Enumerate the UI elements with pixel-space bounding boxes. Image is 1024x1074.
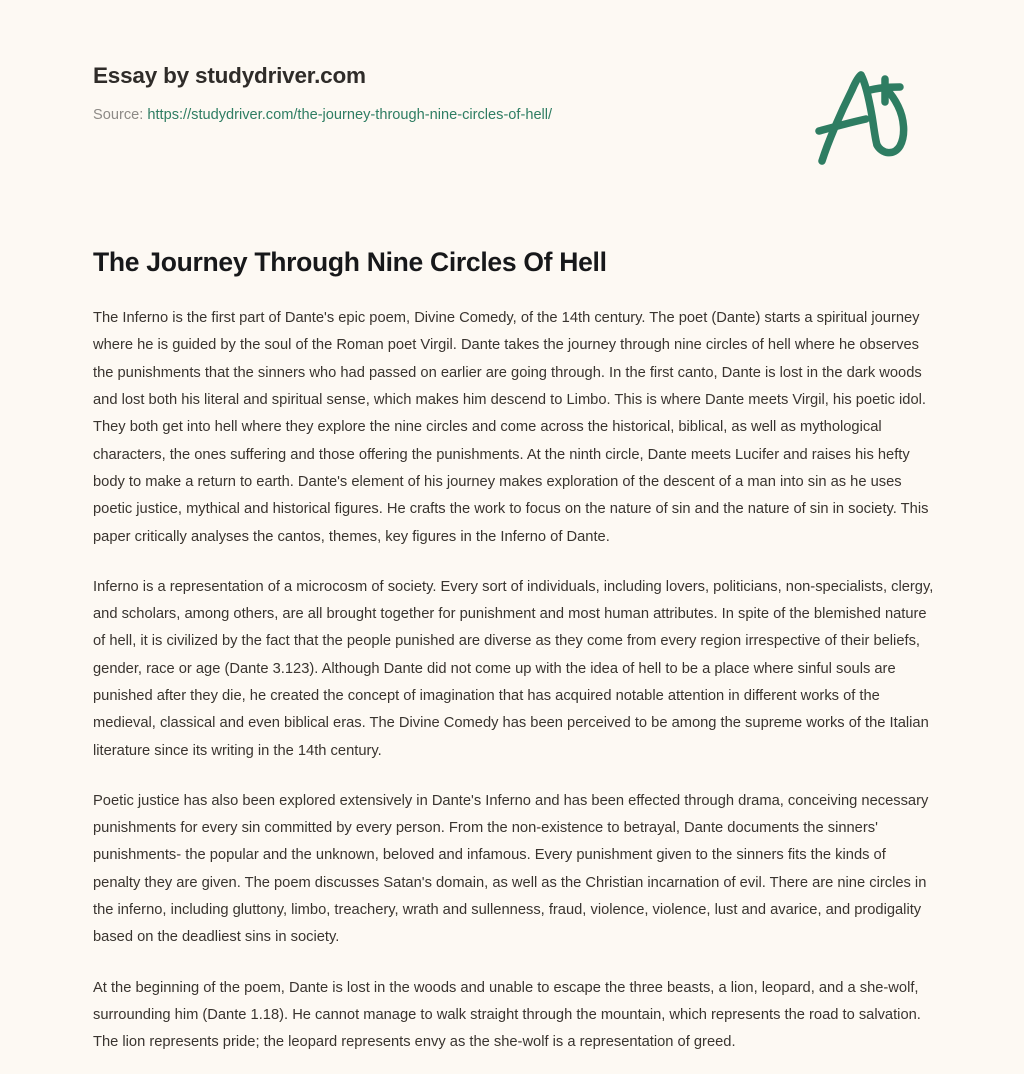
source-line [93,106,773,126]
a-plus-logo-icon [806,66,916,170]
source-url-link[interactable]: https://studydriver.com/the-journey-through-nine-circles-of-hell/ [147,107,553,123]
source-label: Source: [93,107,148,123]
a-plus-logo[interactable] [806,66,916,170]
page-header [0,0,1024,200]
brand-block [93,62,773,126]
article-paragraph: Inferno is a representation of a microcosm of society. Every sort of individuals, including lovers, politicians, non-specialists, clergy, and scholars, among others, are all brought together for punishment and most human attributes. In spite of the blemished nature of hell, it is civilized by the fact that the people punished are diverse as they come from every region irrespective of their beliefs, gender, race or age (Dante 3.123). Although Dante did not come up with the idea of hell to be a place where sinful souls are punished after they die, he created the concept of imagination that has acquired notable attention in different works of the medieval, classical and even biblical eras. The Divine Comedy has been perceived to be among the supreme works of the Italian literature since its writing in the 14th century. [93,578,934,759]
article-body [93,305,936,1056]
article [93,246,936,1057]
article-paragraph: At the beginning of the poem, Dante is lost in the woods and unable to escape the three beasts, a lion, leopard, and a she-wolf, surrounding him (Dante 1.18). He cannot manage to walk straight through the mountain, which represents the road to salvation. The lion represents pride; the leopard represents envy as the she-wolf is a representation of greed. [93,979,921,1051]
page-title: The Journey Through Nine Circles Of Hell [93,247,607,277]
brand-title: Essay by studydriver.com [93,63,366,88]
article-paragraph: Poetic justice has also been explored extensively in Dante's Inferno and has been effected through drama, conceiving necessary punishments for every sin committed by every person. From the non-existence to betrayal, Dante documents the sinners' punishments- the popular and the unknown, beloved and infamous. Every punishment given to the sinners fits the kinds of penalty they are given. The poem discusses Satan's domain, as well as the Christian incarnation of evil. There are nine circles in the inferno, including gluttony, limbo, treachery, wrath and sullenness, fraud, violence, violence, lust and avarice, and prodigality based on the deadliest sins in society. [93,792,929,946]
article-paragraph: The Inferno is the first part of Dante's epic poem, Divine Comedy, of the 14th century. The poet (Dante) starts a spiritual journey where he is guided by the soul of the Roman poet Virgil. Dante takes the journey through nine circles of hell where he observes the punishments that the sinners who had passed on earlier are going through. In the first canto, Dante is lost in the dark woods and lost both his literal and spiritual sense, which makes him descend to Limbo. This is where Dante meets Virgil, his poetic idol. They both get into hell where they explore the nine circles and come across the historical, biblical, as well as mythological characters, the ones suffering and those offering the punishments. At the ninth circle, Dante meets Lucifer and raises his hefty body to make a return to earth. Dante's element of his journey makes exploration of the descent of a man into sin as he uses poetic justice, mythical and historical figures. He crafts the work to focus on the nature of sin and the nature of sin in society. This paper critically analyses the cantos, themes, key figures in the Inferno of Dante. [93,310,929,545]
